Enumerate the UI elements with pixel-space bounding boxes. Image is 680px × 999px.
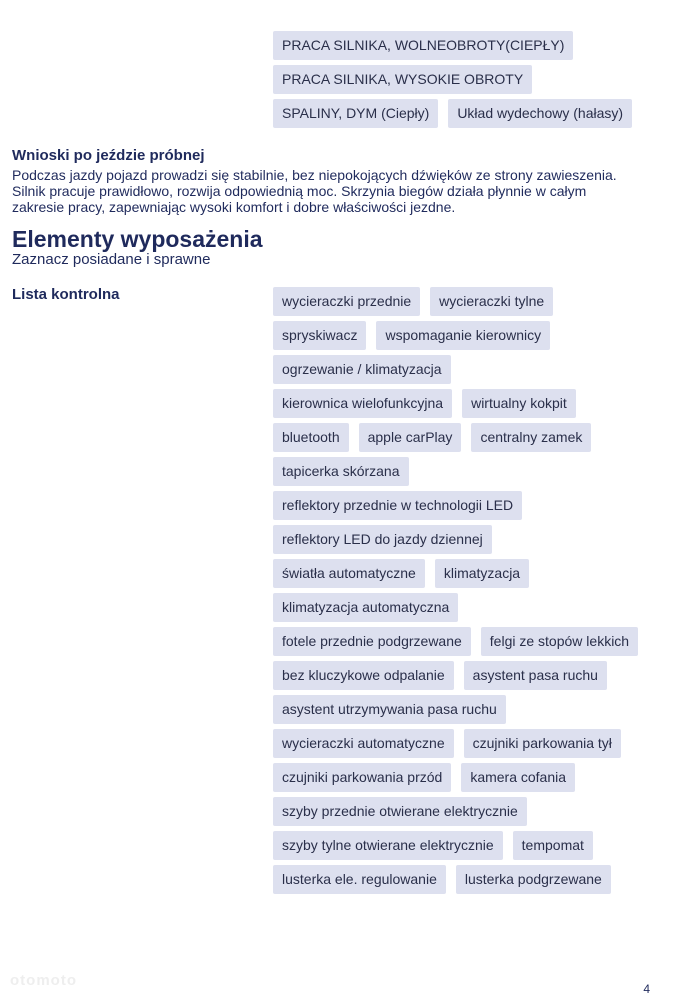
checklist-chip[interactable]: asystent pasa ruchu — [464, 661, 607, 690]
checklist-chip[interactable]: SPALINY, DYM (Ciepły) — [273, 99, 438, 128]
chip-row — [273, 65, 673, 94]
chip-row — [273, 389, 673, 418]
checklist-chip[interactable]: lusterka ele. regulowanie — [273, 865, 446, 894]
conclusions-title: Wnioski po jeździe próbnej — [12, 147, 205, 164]
chip-row — [273, 797, 673, 826]
watermark-logo: otomoto — [10, 972, 77, 989]
checklist-chip[interactable]: szyby przednie otwierane elektrycznie — [273, 797, 527, 826]
checklist-chip[interactable]: klimatyzacja automatyczna — [273, 593, 458, 622]
checklist-chip[interactable]: bez kluczykowe odpalanie — [273, 661, 454, 690]
checklist-chip[interactable]: reflektory LED do jazdy dziennej — [273, 525, 492, 554]
checklist-chip[interactable]: tapicerka skórzana — [273, 457, 409, 486]
chip-row — [273, 321, 673, 350]
chip-row — [273, 559, 673, 588]
checklist-chip[interactable]: kierownica wielofunkcyjna — [273, 389, 452, 418]
checklist-chip[interactable]: wycieraczki przednie — [273, 287, 420, 316]
checklist-chip[interactable]: światła automatyczne — [273, 559, 425, 588]
chip-row — [273, 593, 673, 622]
chip-row — [273, 355, 673, 384]
chip-row — [273, 831, 673, 860]
equipment-heading: Elementy wyposażenia — [12, 226, 263, 252]
checklist-chip[interactable]: reflektory przednie w technologii LED — [273, 491, 522, 520]
checklist-chip[interactable]: tempomat — [513, 831, 593, 860]
checklist-chip[interactable]: fotele przednie podgrzewane — [273, 627, 471, 656]
checklist-chip[interactable]: wirtualny kokpit — [462, 389, 576, 418]
checklist-chip[interactable]: wycieraczki automatyczne — [273, 729, 454, 758]
checklist-chip[interactable]: Układ wydechowy (hałasy) — [448, 99, 632, 128]
conclusions-text: Podczas jazdy pojazd prowadzi się stabilnie, bez niepokojących dźwięków ze strony zawieszenia. Silnik pracuje prawidłowo, rozwija odpowiednią moc. Skrzynia biegów działa płynnie w całym zakresie pracy, zapewniając wysoki komfort i dobre właściwości jezdne. — [12, 167, 617, 215]
chip-row — [273, 695, 673, 724]
checklist-chip[interactable]: kamera cofania — [461, 763, 575, 792]
checklist-chip[interactable]: lusterka podgrzewane — [456, 865, 611, 894]
chip-row — [273, 457, 673, 486]
page-number: 4 — [643, 982, 650, 996]
chip-row — [273, 99, 673, 128]
chip-row — [273, 729, 673, 758]
chip-row — [273, 661, 673, 690]
checklist-chip[interactable]: PRACA SILNIKA, WYSOKIE OBROTY — [273, 65, 532, 94]
checklist-chip[interactable]: ogrzewanie / klimatyzacja — [273, 355, 451, 384]
checklist-chip[interactable]: czujniki parkowania przód — [273, 763, 451, 792]
checklist-chip[interactable]: spryskiwacz — [273, 321, 366, 350]
checklist-chip[interactable]: bluetooth — [273, 423, 349, 452]
equipment-checklist — [273, 287, 673, 894]
checklist-chip[interactable]: apple carPlay — [359, 423, 462, 452]
checklist-chip[interactable]: klimatyzacja — [435, 559, 529, 588]
checklist-chip[interactable]: PRACA SILNIKA, WOLNEOBROTY(CIEPŁY) — [273, 31, 573, 60]
checklist-chip[interactable]: felgi ze stopów lekkich — [481, 627, 638, 656]
equipment-subheading: Zaznacz posiadane i sprawne — [12, 251, 211, 268]
checklist-chip[interactable]: centralny zamek — [471, 423, 591, 452]
chip-row — [273, 763, 673, 792]
chip-row — [273, 865, 673, 894]
checklist-chip[interactable]: wycieraczki tylne — [430, 287, 553, 316]
chip-row — [273, 525, 673, 554]
checklist-chip[interactable]: wspomaganie kierownicy — [376, 321, 550, 350]
checklist-label: Lista kontrolna — [12, 286, 120, 303]
chip-row — [273, 31, 673, 60]
chip-row — [273, 287, 673, 316]
test-drive-chips — [273, 31, 673, 128]
chip-row — [273, 423, 673, 452]
chip-row — [273, 627, 673, 656]
checklist-chip[interactable]: asystent utrzymywania pasa ruchu — [273, 695, 506, 724]
checklist-chip[interactable]: czujniki parkowania tył — [464, 729, 621, 758]
checklist-chip[interactable]: szyby tylne otwierane elektrycznie — [273, 831, 503, 860]
chip-row — [273, 491, 673, 520]
